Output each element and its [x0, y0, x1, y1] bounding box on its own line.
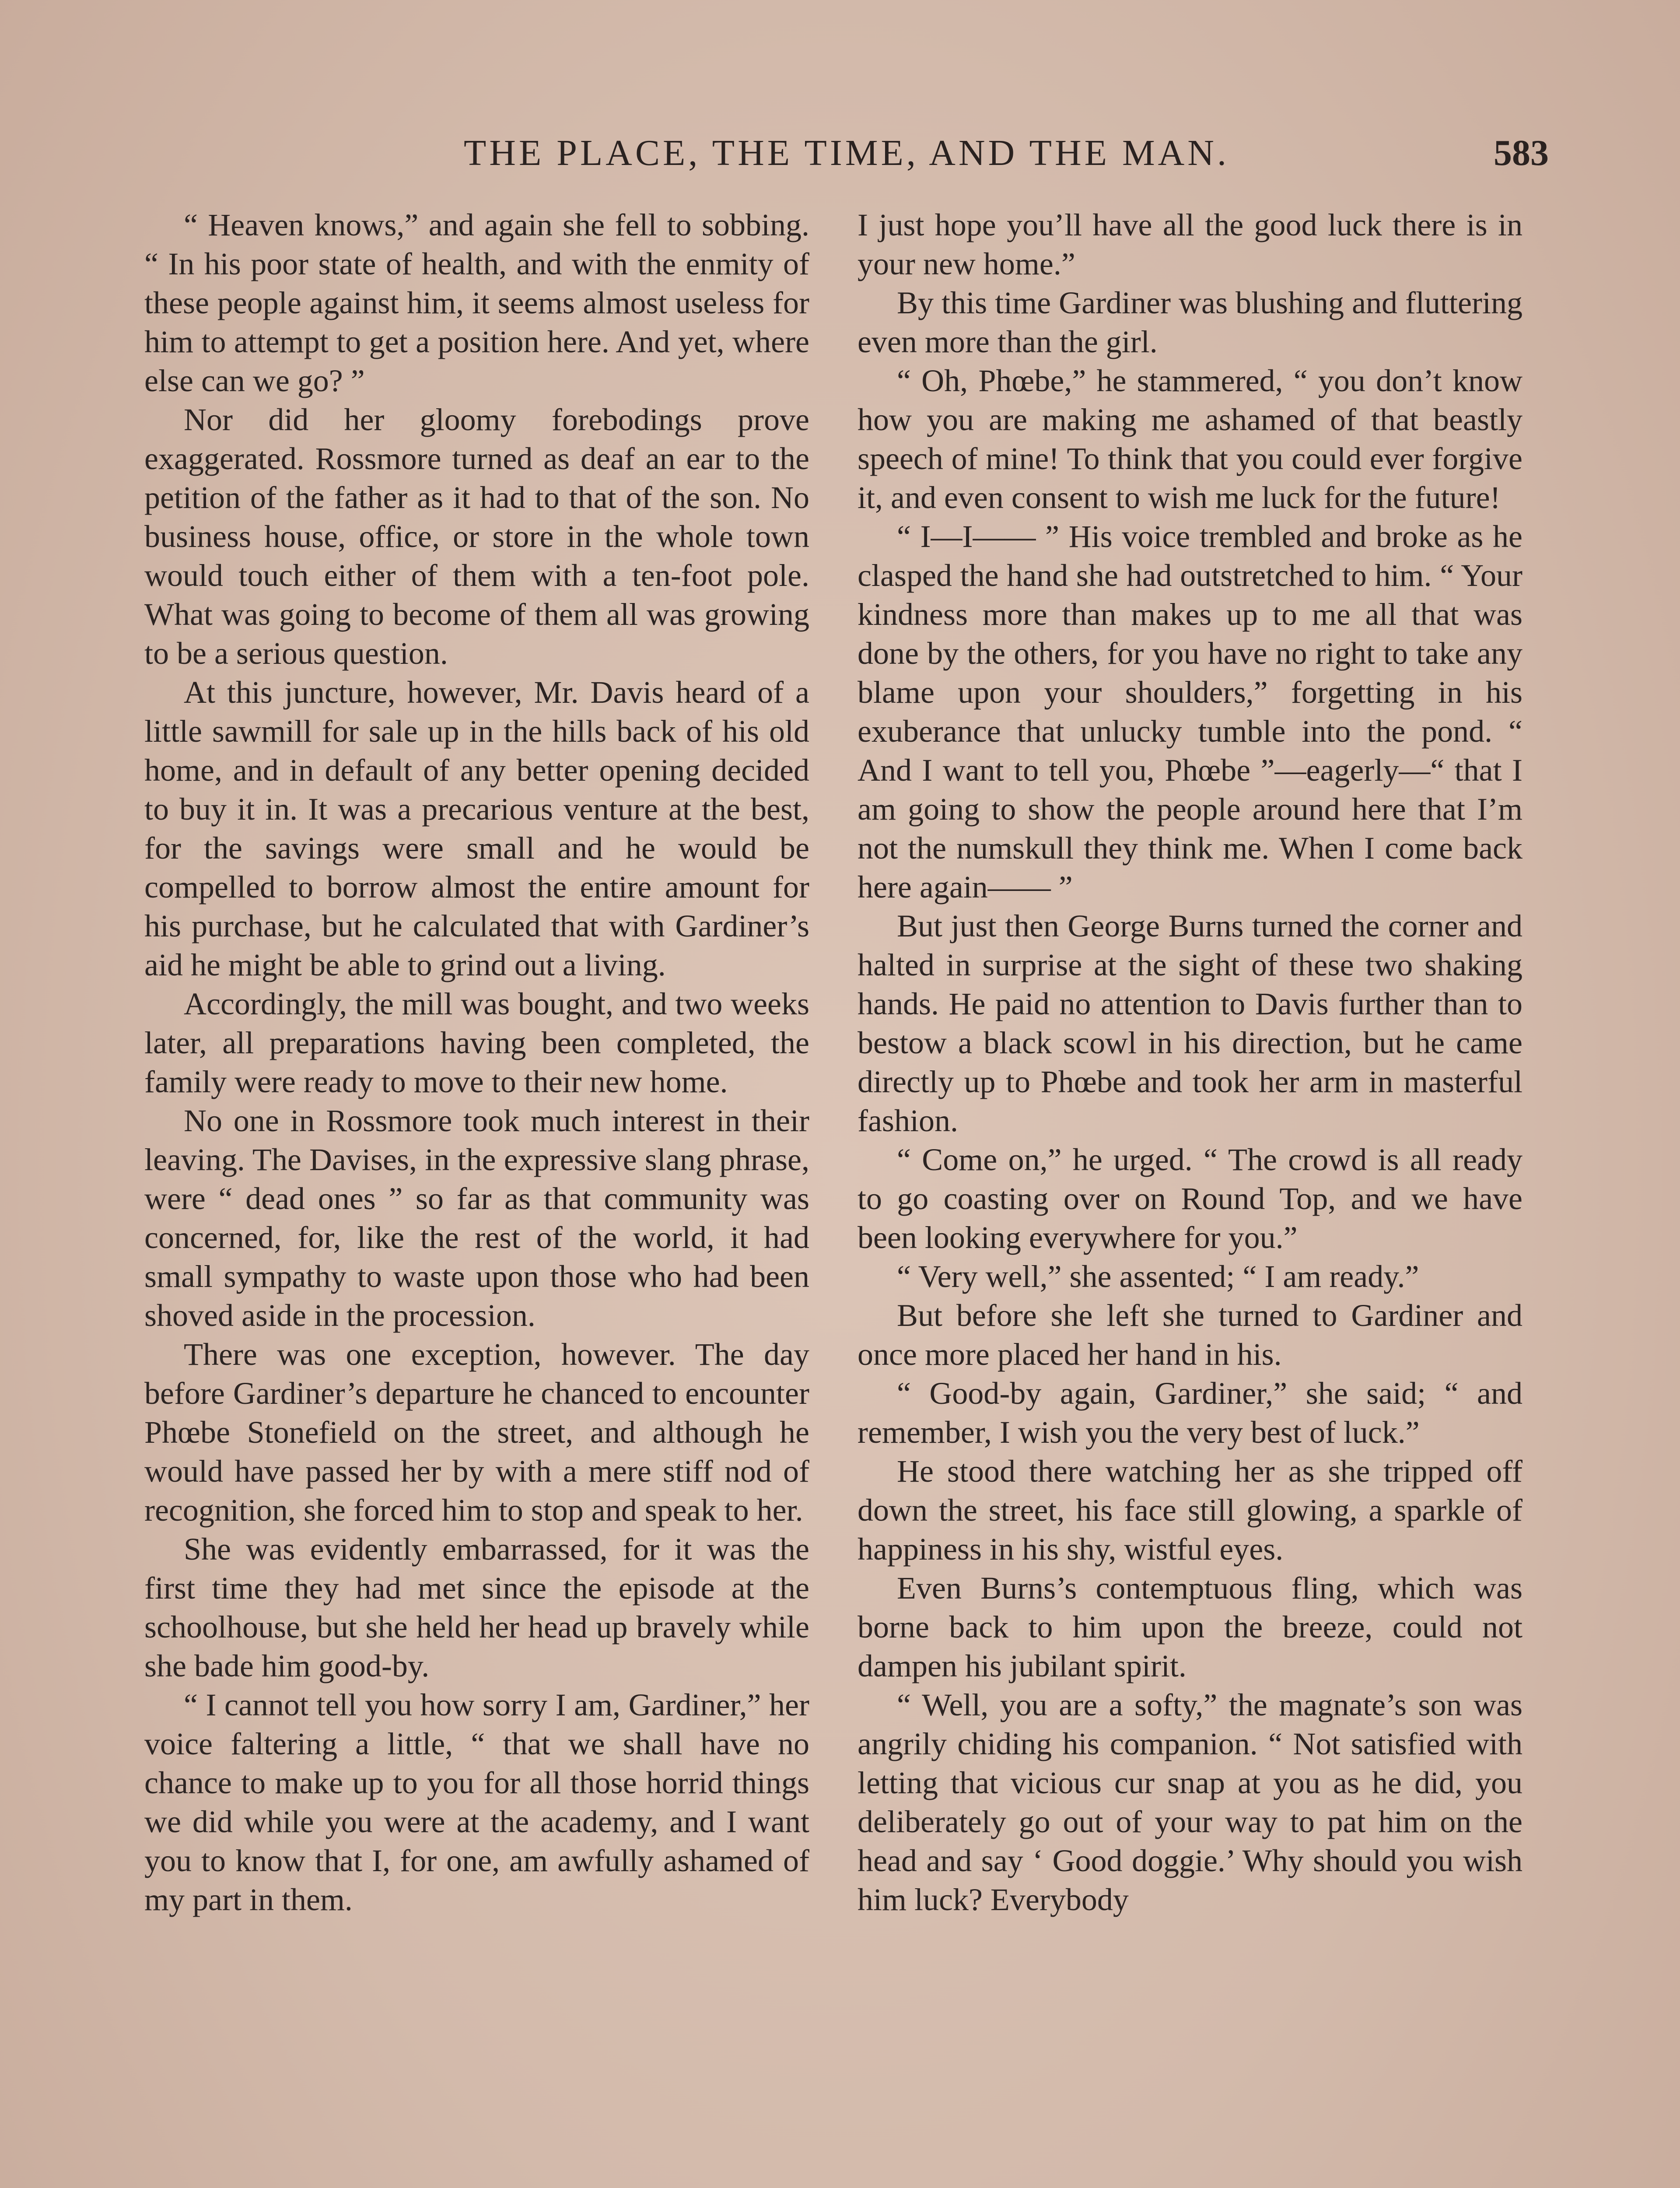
paragraph: Nor did her gloomy forebodings prove exaggerated. Rossmore turned as deaf an ear to the petition of the father as it had to that of the son. No business house, office, or store in the whole town would touch either of them with a ten-foot pole. What was going to become of them all was growing to be a serious question. [144, 402, 809, 671]
paragraph: “ Oh, Phœbe,” he stammered, “ you don’t know how you are making me ashamed of that beastly speech of mine! To think that you could ever forgive it, and even consent to wish me luck for the future! [858, 363, 1522, 515]
paragraph: Even Burns’s contemptuous fling, which was borne back to him upon the breeze, could not dampen his jubilant spirit. [858, 1571, 1522, 1683]
page-header [144, 127, 1549, 184]
paragraph: “ Well, you are a softy,” the magnate’s son was angrily chiding his companion. “ Not satisfied with letting that vicious cur snap at you as he did, you deliberately go out of your way to pat him on the head and say ‘ Good doggie.’ Why should you wish him luck? Everybody [858, 1687, 1522, 1917]
paragraph: By this time Gardiner was blushing and fluttering even more than the girl. [858, 285, 1522, 359]
paragraph: “ I—I—— ” His voice trembled and broke as he clasped the hand she had outstretched to him. “ Your kindness more than makes up to me all that was done by the others, for you have no right to take any blame upon your shoulders,” forgetting in his exuberance that unlucky tumble into the pond. “ And I want to tell you, Phœbe ”—eagerly—“ that I am going to show the people around here that I’m not the numskull they think me. When I come back here again—— ” [858, 519, 1522, 905]
running-head: THE PLACE, THE TIME, AND THE MAN. [464, 133, 1229, 173]
paragraph: “ Very well,” she assented; “ I am ready.” [897, 1259, 1419, 1294]
paragraph: There was one exception, however. The day before Gardiner’s departure he chanced to encounter Phœbe Stonefield on the street, and although he would have passed her by with a mere stiff nod of recognition, she forced him to stop and speak to her. [144, 1337, 809, 1528]
paragraph: “ I cannot tell you how sorry I am, Gardiner,” her voice faltering a little, “ that we shall have no chance to make up to you for all those horrid things we did while you were at the academy, and I want you to know that I, for one, am awfully ashamed of my part in them. [144, 1687, 809, 1917]
paragraph: She was evidently embarrassed, for it was the first time they had met since the episode at the schoolhouse, but she held her head up bravely while she bade him good-by. [144, 1532, 809, 1683]
paragraph: No one in Rossmore took much interest in their leaving. The Davises, in the expressive slang phrase, were “ dead ones ” so far as that community was concerned, for, like the rest of the world, it had small sympathy to waste upon those who had been shoved aside in the procession. [144, 1103, 809, 1333]
left-column [144, 206, 809, 1919]
paragraph: He stood there watching her as she tripped off down the street, his face still glowing, a sparkle of happiness in his shy, wistful eyes. [858, 1454, 1522, 1567]
paragraph: At this juncture, however, Mr. Davis heard of a little sawmill for sale up in the hills back of his old home, and in default of any better opening decided to buy it in. It was a precarious venture at the best, for the savings were small and he would be compelled to borrow almost the entire amount for his purchase, but he calculated that with Gardiner’s aid he might be able to grind out a living. [144, 675, 809, 982]
right-column [858, 206, 1522, 1919]
paragraph: “ Heaven knows,” and again she fell to sobbing. “ In his poor state of health, and with the enmity of these people against him, it seems almost useless for him to attempt to get a position here. And yet, where else can we go? ” [144, 207, 809, 398]
paragraph: But just then George Burns turned the corner and halted in surprise at the sight of these two shaking hands. He paid no attention to Davis further than to bestow a black scowl in his direction, but he came directly up to Phœbe and took her arm in masterful fashion. [858, 908, 1522, 1138]
paragraph: Accordingly, the mill was bought, and two weeks later, all preparations having been completed, the family were ready to move to their new home. [144, 986, 809, 1099]
paragraph: But before she left she turned to Gardiner and once more placed her hand in his. [858, 1298, 1522, 1372]
page-number: 583 [1494, 133, 1549, 173]
paragraph-continued: I just hope you’ll have all the good luck there is in your new home.” [858, 207, 1522, 281]
paragraph: “ Good-by again, Gardiner,” she said; “ and remember, I wish you the very best of luck.” [858, 1376, 1522, 1450]
paragraph: “ Come on,” he urged. “ The crowd is all ready to go coasting over on Round Top, and we have been looking everywhere for you.” [858, 1142, 1522, 1255]
